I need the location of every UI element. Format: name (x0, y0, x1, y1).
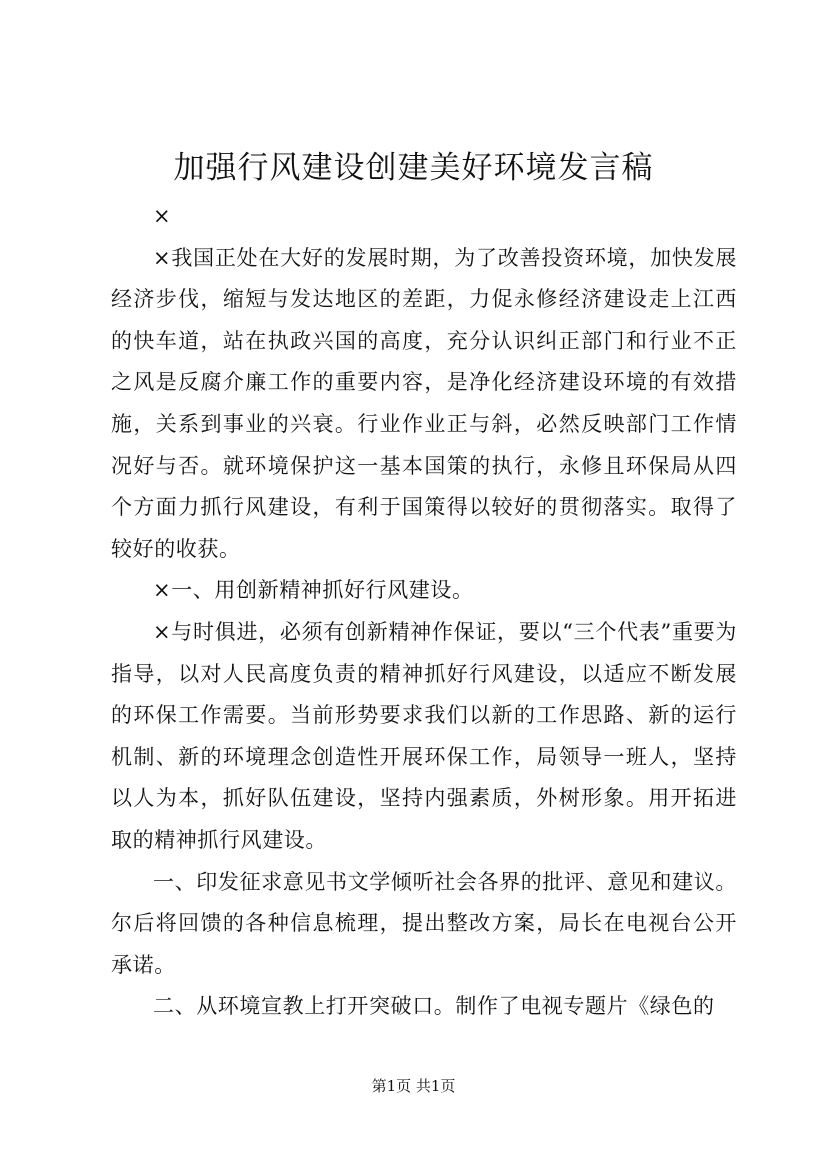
section-heading-innovation: ×一、用创新精神抓好行风建设。 (153, 578, 474, 603)
paragraph-item-two: 二、从环境宣教上打开突破口。制作了电视专题片《绿色的 (153, 994, 715, 1019)
paragraph-intro: ×我国正处在大好的发展时期，为了改善投资环境，加快发展经济步伐，缩短与发达地区的差距，力促永修经济建设走上江西的快车道，站在执政兴国的高度，充分认识纠正部门和行业不正之风是反腐介廉工作的重要内容，是净化经济建设环境的有效措施，关系到事业的兴衰。行业作业正与斜，必然反映部门工作情况好与否。就环境保护这一基本国策的执行，永修且环保局从四个方面力抓行风建设，有利于国策得以较好的贯彻落实。取得了较好的收获。 (111, 245, 737, 561)
paragraph-item-one: 一、印发征求意见书文学倾听社会各界的批评、意见和建议。尔后将回馈的各种信息梳理，提出整改方案，局长在电视台公开承诺。 (111, 869, 737, 977)
document-body (111, 196, 737, 1028)
page-footer: 第1页 共1页 (371, 1077, 456, 1095)
document-title: 加强行风建设创建美好环境发言稿 (173, 150, 654, 186)
paragraph-innovation: ×与时俱进，必须有创新精神作保证，要以“三个代表”重要为指导，以对人民高度负责的精神抓好行风建设，以适应不断发展的环保工作需要。当前形势要求我们以新的工作思路、新的运行机制、新的环境理念创造性开展环保工作，局领导一班人，坚持以人为本，抓好队伍建设，坚持内强素质，外树形象。用开拓进取的精神抓行风建设。 (111, 619, 737, 852)
paragraph-marker: × (153, 204, 172, 228)
